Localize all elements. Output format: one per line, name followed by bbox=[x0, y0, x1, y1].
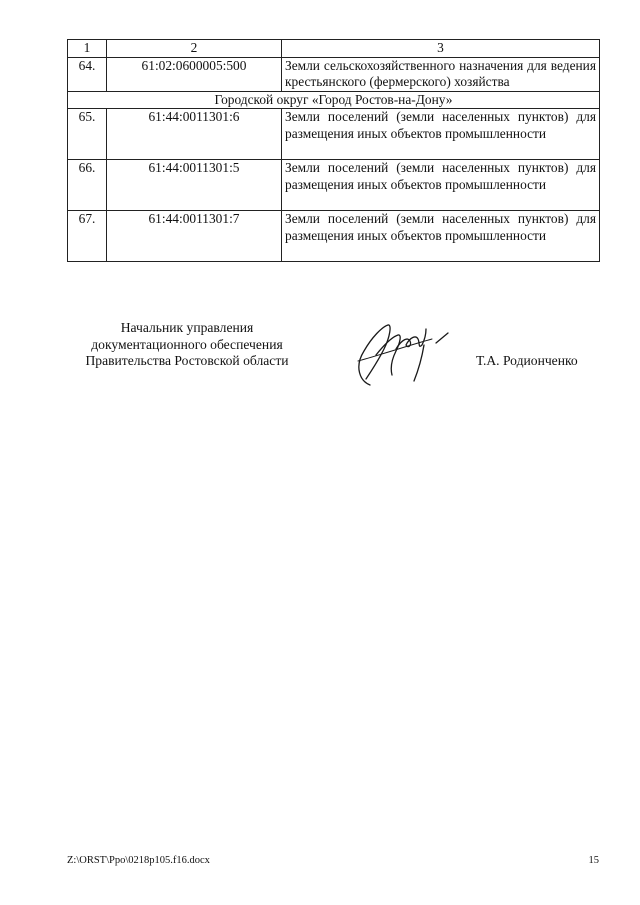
table-row bbox=[68, 211, 600, 262]
table-row bbox=[68, 109, 600, 160]
land-category: Земли поселений (земли населенных пунктов) для размещения иных объектов промышленности bbox=[282, 160, 600, 211]
signer-name: Т.А. Родионченко bbox=[476, 353, 578, 368]
cadastral-number: 61:44:0011301:7 bbox=[107, 211, 282, 262]
table-row bbox=[68, 160, 600, 211]
header-col-2: 2 bbox=[107, 40, 282, 58]
footer-page-number: 15 bbox=[588, 855, 599, 866]
row-number: 67. bbox=[68, 211, 107, 262]
land-category: Земли поселений (земли населенных пунктов) для размещения иных объектов промышленности bbox=[282, 211, 600, 262]
signer-position-line: Правительства Ростовской области bbox=[85, 353, 289, 368]
signer-position bbox=[62, 320, 312, 370]
group-row bbox=[68, 91, 600, 109]
signer-position-line: Начальник управления bbox=[120, 320, 254, 335]
cadastral-number: 61:02:0600005:500 bbox=[107, 57, 282, 91]
header-col-1: 1 bbox=[68, 40, 107, 58]
row-number: 64. bbox=[68, 57, 107, 91]
row-number: 65. bbox=[68, 109, 107, 160]
table-header-row bbox=[68, 40, 600, 58]
cadastral-number: 61:44:0011301:6 bbox=[107, 109, 282, 160]
group-title: Городской округ «Город Ростов-на-Дону» bbox=[68, 91, 600, 109]
table-row bbox=[68, 57, 600, 91]
cadastral-number: 61:44:0011301:5 bbox=[107, 160, 282, 211]
land-category: Земли сельскохозяйственного назначения для ведения крестьянского (фермерского) хозяйства bbox=[282, 57, 600, 91]
signer-position-line: документационного обеспечения bbox=[91, 336, 283, 352]
row-number: 66. bbox=[68, 160, 107, 211]
land-plots-table bbox=[67, 39, 600, 262]
handwritten-signature bbox=[340, 315, 460, 395]
land-category: Земли поселений (земли населенных пунктов) для размещения иных объектов промышленности bbox=[282, 109, 600, 160]
footer-file-path: Z:\ORST\Ppo\0218p105.f16.docx bbox=[67, 855, 210, 866]
header-col-3: 3 bbox=[282, 40, 600, 58]
